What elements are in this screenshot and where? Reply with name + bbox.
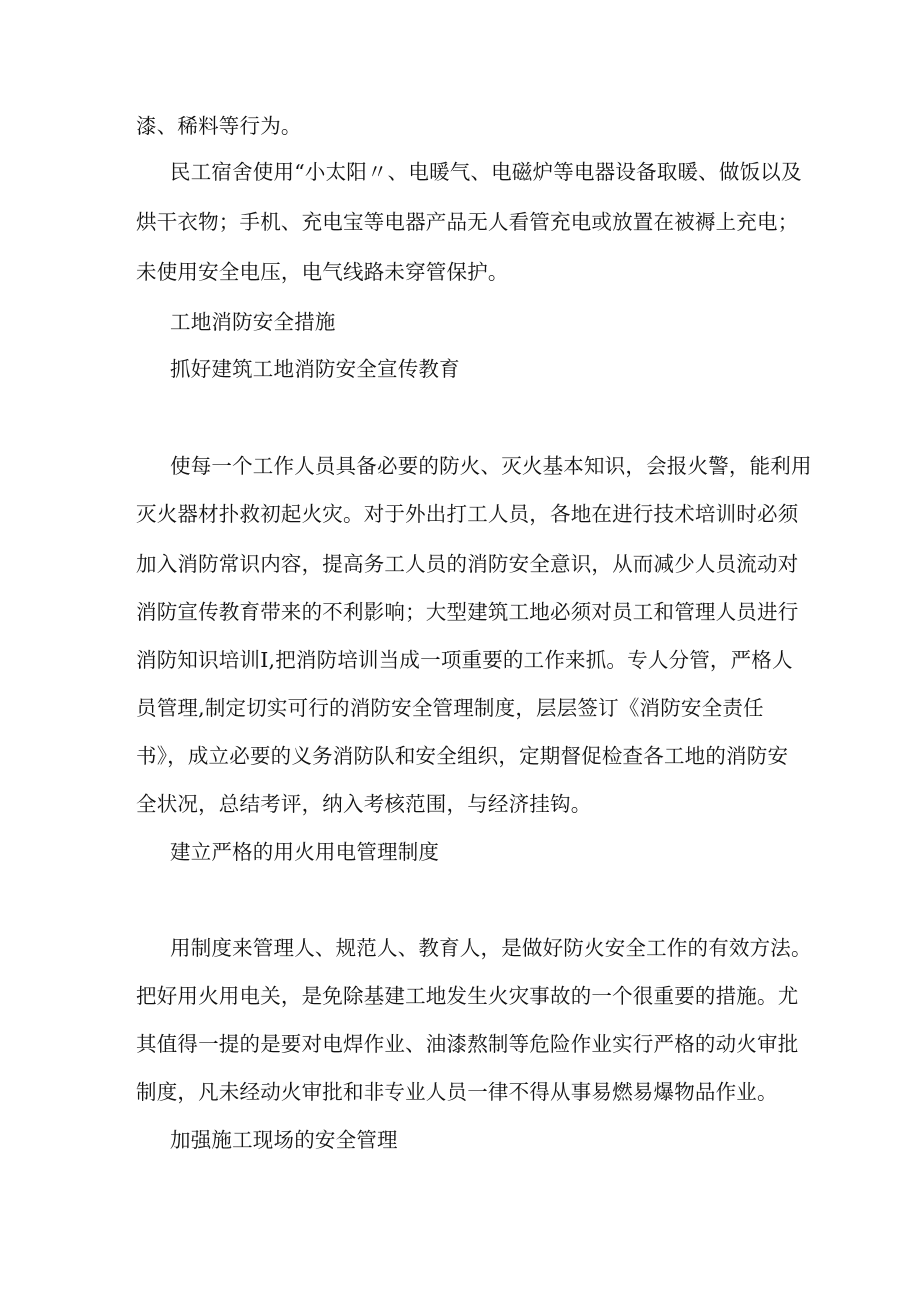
section-heading: 抓好建筑工地消防安全宣传教育 [170, 357, 460, 381]
text-line: 把好用火用电关，是免除基建工地发生火灾事故的一个很重要的措施。尤 [136, 984, 799, 1008]
text-line: 用制度来管理人、规范人、教育人，是做好防火安全工作的有效方法。 [170, 936, 812, 960]
text-line: 使每一个工作人员具备必要的防火、灭火基本知识，会报火警，能利用 [170, 454, 812, 478]
text-line: 其值得一提的是要对电焊作业、油漆熬制等危险作业实行严格的动火审批 [136, 1032, 799, 1056]
text-line: 加入消防常识内容，提高务工人员的消防安全意识，从而减少人员流动对 [136, 552, 799, 576]
section-heading: 建立严格的用火用电管理制度 [170, 840, 440, 864]
text-line: 员管理,制定切实可行的消防安全管理制度，层层签订《消防安全责任 [136, 696, 764, 720]
text-line: 消防宣传教育带来的不利影响；大型建筑工地必须对员工和管理人员进行 [136, 600, 799, 624]
text-line: 制度，凡未经动火审批和非专业人员一律不得从事易燃易爆物品作业。 [136, 1080, 778, 1104]
text-line: 烘干衣物；手机、充电宝等电器产品无人看管充电或放置在被褥上充电； [136, 210, 799, 234]
text-line: 未使用安全电压，电气线路未穿管保护。 [136, 260, 509, 284]
section-heading: 加强施工现场的安全管理 [170, 1128, 398, 1152]
text-line: 书》，成立必要的义务消防队和安全组织，定期督促检查各工地的消防安 [136, 744, 789, 768]
section-heading: 工地消防安全措施 [170, 310, 336, 334]
text-line: 民工宿舍使用“小太阳〃、电暖气、电磁炉等电器设备取暖、做饭以及 [170, 160, 802, 184]
text-line: 全状况，总结考评，纳入考核范围，与经济挂钩。 [136, 792, 592, 816]
text-line: 消防知识培训Ⅰ,把消防培训当成一项重要的工作来抓。专人分管，严格人 [136, 648, 793, 672]
text-line: 漆、稀料等行为。 [136, 114, 302, 138]
text-line: 灭火器材扑救初起火灾。对于外出打工人员，各地在进行技术培训时必须 [136, 502, 799, 526]
